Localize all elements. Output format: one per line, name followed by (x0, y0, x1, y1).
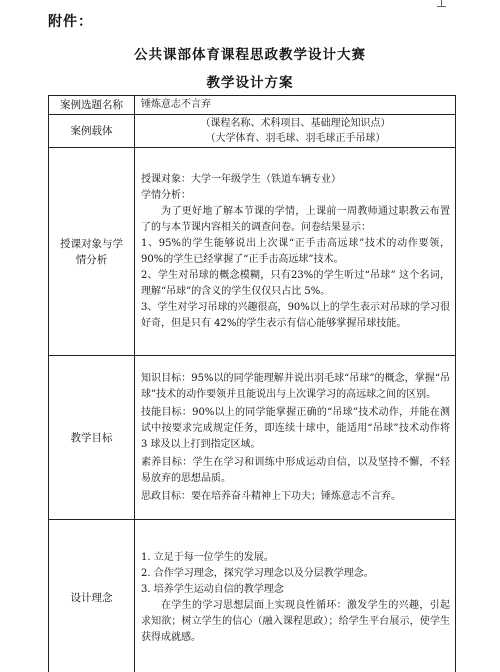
table-row-goals (49, 356, 456, 520)
table-row-topic (49, 96, 456, 115)
concept-item-1: 1. 立足于每一位学生的发展。 (141, 551, 274, 563)
concept-detail: 在学生的学习思想层面上实现良性循环：激发学生的兴趣，引起求知欲；树立学生的信心（融入课程思政）；给学生平台展示，使学生获得成就感。 (141, 599, 450, 643)
student-object: 授课对象：大学一年级学生（铁道车辆专业） (141, 173, 341, 185)
table-row-carrier (49, 115, 456, 148)
goal-knowledge: 知识目标：95%以的同学能理解并说出羽毛球“吊球”的概念，掌握“吊球”技术的动作要领并且能说出与上次课学习的高远球之间的区别。 (141, 372, 450, 400)
student-content (135, 148, 456, 356)
goal-quality: 素养目标：学生在学习和训练中形成运动自信，以及坚持不懈，不轻易放弃的思想品质。 (141, 456, 450, 484)
concept-content (135, 520, 456, 672)
goal-ideology: 思政目标：要在培养奋斗精神上下功夫；锤炼意志不言弃。 (141, 490, 401, 502)
concept-item-3: 3. 培养学生运动自信的教学理念 (141, 583, 284, 595)
analysis-intro: 为了更好地了解本节课的学情，上课前一周教师通过职教云布置了的与本节课内容相关的调查问卷。问卷结果显示： (141, 205, 450, 233)
document-title: 公共课部体育课程思政教学设计大赛 (134, 47, 366, 63)
student-label: 授课对象与学情分析 (49, 148, 135, 356)
topic-label: 案例选题名称 (49, 96, 135, 115)
concept-item-2: 2. 合作学习理念，探究学习理念以及分层教学理念。 (141, 567, 374, 579)
goals-label: 教学目标 (49, 356, 135, 520)
attachment-label: 附件： (48, 14, 93, 30)
design-table (48, 95, 456, 672)
carrier-label: 案例载体 (49, 115, 135, 148)
goal-skill: 技能目标：90%以上的同学能掌握正确的“吊球”技术动作，并能在测试中按要求完成规定任务，即连续十球中，能适用“吊球”技术动作将 3 球及以上打到指定区域。 (141, 406, 450, 450)
table-row-student (49, 148, 456, 356)
carrier-content (135, 115, 456, 148)
analysis-item-3: 3、学生对学习吊球的兴趣很高，90%以上的学生表示对吊球的学习很好奇，但是只有 42%的学生表示有信心能够掌握吊球技能。 (141, 301, 450, 329)
topic-value: 锤炼意志不言弃 (135, 96, 456, 115)
analysis-item-2: 2、学生对吊球的概念模糊，只有23%的学生听过“吊球” 这个名词，理解“吊球”的含义的学生仅仅只占比 5%。 (141, 269, 450, 297)
analysis-title: 学情分析： (141, 189, 191, 201)
goals-content (135, 356, 456, 520)
corner-crop-mark (437, 0, 447, 10)
concept-label: 设计理念 (49, 520, 135, 672)
carrier-line-1: （课程名称、术科项目、基础理论知识点） (200, 118, 391, 129)
carrier-line-2: （大学体育、羽毛球、羽毛球正手吊球） (205, 133, 386, 144)
table-row-concept (49, 520, 456, 672)
document-subtitle: 教学设计方案 (206, 75, 294, 91)
analysis-item-1: 1、95%的学生能够说出上次课“正手击高远球”技术的动作要领，90%的学生已经掌握了“正手击高远球”技术。 (141, 237, 450, 265)
